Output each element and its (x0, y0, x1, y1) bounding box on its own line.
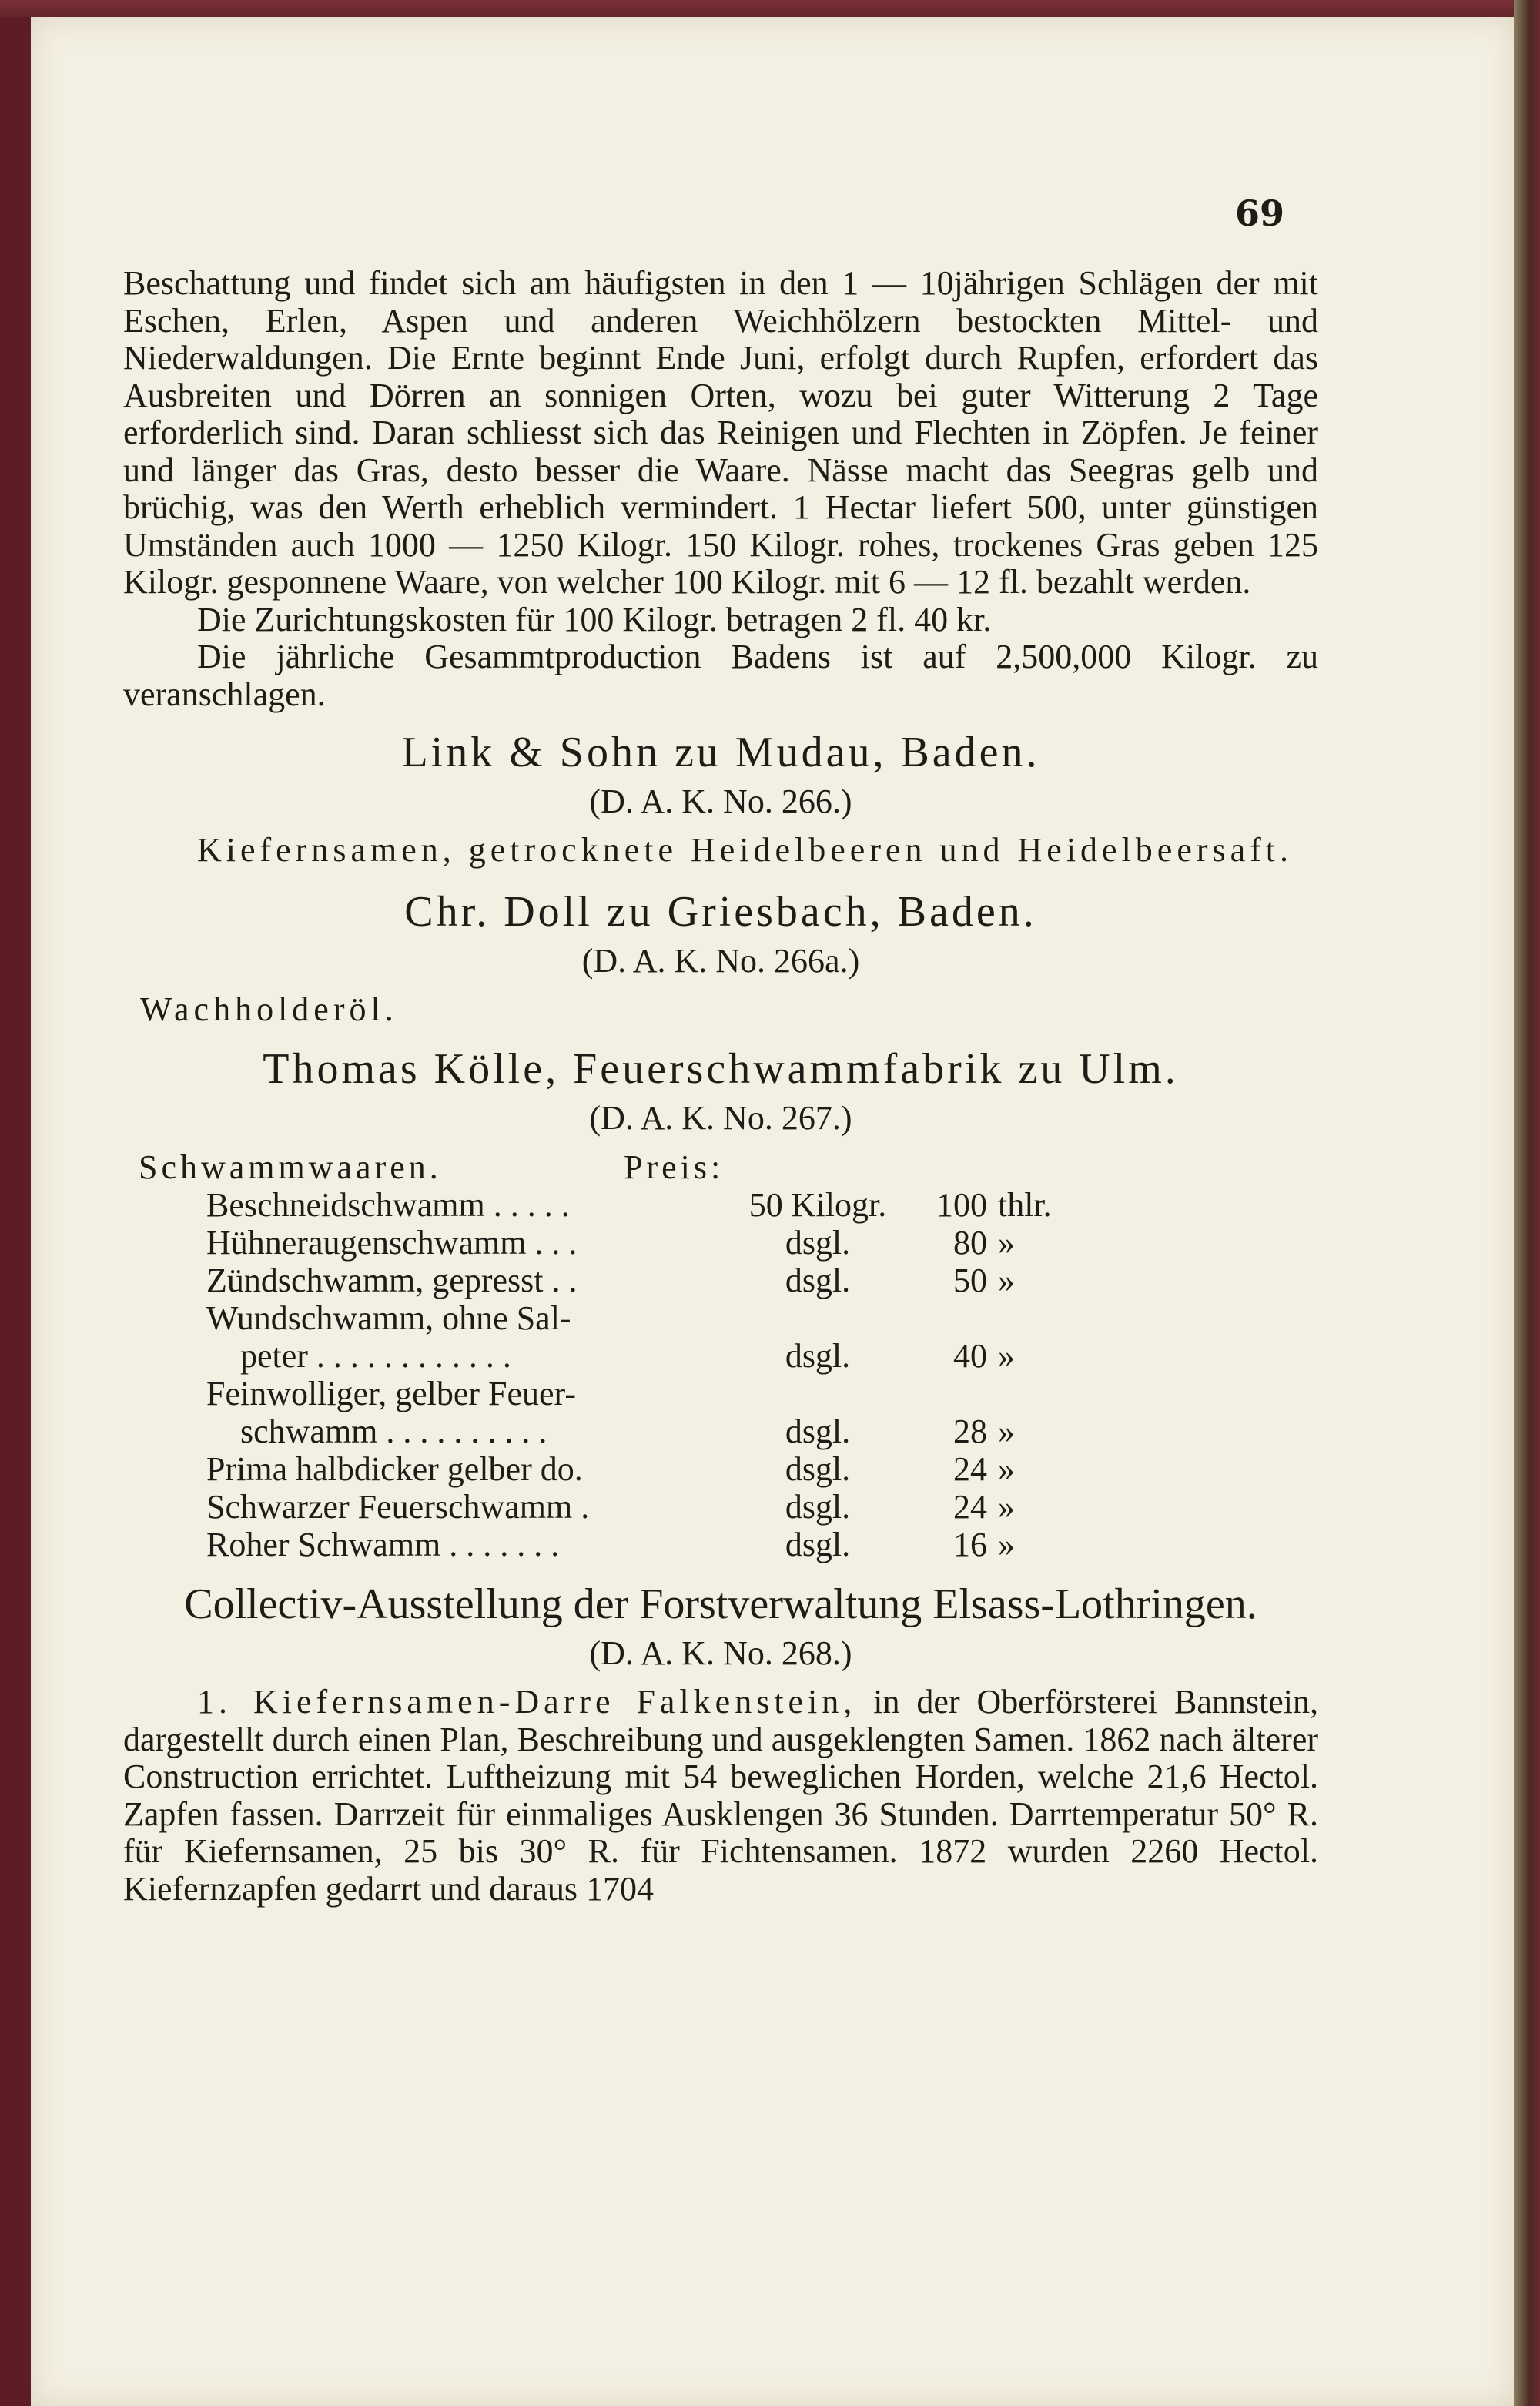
price-unit: dsgl. (785, 1224, 851, 1262)
price-item-name: Beschneidschwamm . . . . . (206, 1186, 570, 1224)
table-row (206, 1337, 1067, 1375)
price-currency: thlr. (998, 1186, 1052, 1224)
table-row (206, 1224, 1067, 1262)
price-item-name: Wundschwamm, ohne Sal- (206, 1299, 571, 1337)
section-ref-266a: (D. A. K. No. 266a.) (581, 941, 860, 980)
price-currency: » (998, 1337, 1015, 1375)
price-value: 28 (953, 1412, 987, 1450)
price-currency: » (998, 1224, 1015, 1262)
price-currency: » (998, 1412, 1015, 1450)
table-row (206, 1186, 1067, 1224)
price-table-label: Schwammwaaren. (139, 1148, 442, 1186)
section-body-elsass (123, 1684, 1318, 1908)
price-item-name: schwamm . . . . . . . . . . (240, 1412, 547, 1450)
price-column-label: Preis: (624, 1148, 725, 1186)
price-unit (725, 1375, 910, 1412)
price-currency (987, 1299, 1067, 1337)
price-item-name: Zündschwamm, gepresst . . (206, 1262, 578, 1299)
section-heading-elsass: Collectiv-Ausstellung der Forstverwaltung Elsass-Lothringen. (184, 1580, 1257, 1628)
section-body-doll: Wachholderöl. (140, 990, 398, 1028)
price-value: 24 (953, 1450, 987, 1488)
price-table-header (139, 1148, 724, 1186)
price-currency: » (998, 1450, 1015, 1488)
price-item-name: Roher Schwamm . . . . . . . (206, 1526, 560, 1563)
price-currency: » (998, 1488, 1015, 1526)
price-unit: dsgl. (785, 1488, 851, 1526)
intro-paragraph-2: Die Zurichtungskosten für 100 Kilogr. betragen 2 fl. 40 kr. (197, 600, 992, 638)
price-value: 80 (953, 1224, 987, 1262)
price-unit: dsgl. (785, 1526, 851, 1563)
table-row (206, 1375, 1067, 1412)
page-content (123, 171, 1318, 1908)
price-unit: dsgl. (785, 1450, 851, 1488)
price-currency: » (998, 1526, 1015, 1563)
table-row (206, 1450, 1067, 1488)
section-ref-266: (D. A. K. No. 266.) (589, 782, 852, 820)
price-unit (725, 1299, 910, 1337)
price-value: 100 (936, 1186, 987, 1224)
intro-paragraph-3: Die jährliche Gesammtproduction Badens ist auf 2,500,000 Kilogr. zu veranschlagen. (123, 638, 1318, 713)
table-row (206, 1412, 1067, 1450)
price-value: 50 (953, 1262, 987, 1299)
table-row (206, 1526, 1067, 1563)
price-table (139, 1148, 724, 1186)
binding-right-edge (1514, 0, 1540, 2406)
page-number: 69 (1234, 193, 1284, 234)
section-heading-koelle: Thomas Kölle, Feuerschwammfabrik zu Ulm. (263, 1045, 1179, 1093)
section-heading-doll: Chr. Doll zu Griesbach, Baden. (404, 887, 1037, 936)
price-currency (987, 1375, 1067, 1412)
table-row (206, 1299, 1067, 1337)
price-value (910, 1299, 987, 1337)
price-unit: dsgl. (785, 1337, 851, 1375)
table-row (206, 1262, 1067, 1299)
price-unit: dsgl. (785, 1262, 851, 1299)
price-unit: dsgl. (785, 1412, 851, 1450)
price-value (910, 1375, 987, 1412)
price-value: 40 (953, 1337, 987, 1375)
table-row (206, 1488, 1067, 1526)
section-heading-link-sohn: Link & Sohn zu Mudau, Baden. (401, 729, 1040, 776)
section-body-link-sohn: Kiefernsamen, getrocknete Heidelbeeren und Heidelbeersaft. (197, 831, 1294, 869)
section-ref-267: (D. A. K. No. 267.) (589, 1099, 852, 1137)
price-item-name: peter . . . . . . . . . . . . (240, 1337, 511, 1375)
book-page (0, 17, 1515, 2406)
price-value: 16 (953, 1526, 987, 1563)
item-lead-darre: 1. Kiefernsamen-Darre Falkenstein, (197, 1683, 857, 1721)
section-ref-268: (D. A. K. No. 268.) (589, 1634, 852, 1672)
price-item-name: Hühneraugenschwamm . . . (206, 1224, 578, 1262)
item-text-darre: in der Oberförsterei Bannstein, dargestellt durch einen Plan, Beschreibung und ausgeklengten Samen. 1862 nach älterer Construction errichtet. Luftheizung mit 54 beweglichen Horden, welche 21,6 Hectol. Zapfen fassen. Darrzeit für einmaliges Ausklengen 36 Stunden. Darrtemperatur 50° R. für Kiefernsamen, 25 bis 30° R. für Fichtensamen. 1872 wurden 2260 Hectol. Kiefernzapfen gedarrt und daraus 1704 (123, 1683, 1318, 1908)
price-table-body (206, 1186, 1067, 1563)
price-unit: 50 Kilogr. (748, 1186, 887, 1224)
intro-paragraph-1: Beschattung und findet sich am häufigsten in den 1 — 10jährigen Schlägen der mit Eschen, Erlen, Aspen und anderen Weichhölzern bestockten Mittel- und Niederwaldungen. Die Ernte beginnt Ende Juni, erfolgt durch Rupfen, erfordert das Ausbreiten und Dörren an sonnigen Orten, wozu bei guter Witterung 2 Tage erforderlich sind. Daran schliesst sich das Reinigen und Flechten in Zöpfen. Je feiner und länger das Gras, desto besser die Waare. Nässe macht das Seegras gelb und brüchig, was den Werth erheblich vermindert. 1 Hectar liefert 500, unter günstigen Umständen auch 1000 — 1250 Kilogr. 150 Kilogr. rohes, trockenes Gras geben 125 Kilogr. gesponnene Waare, von welcher 100 Kilogr. mit 6 — 12 fl. bezahlt werden. (123, 264, 1318, 601)
price-item-name: Feinwolliger, gelber Feuer- (206, 1375, 576, 1412)
price-item-name: Schwarzer Feuerschwamm . (206, 1488, 590, 1526)
price-currency: » (998, 1262, 1015, 1299)
price-item-name: Prima halbdicker gelber do. (206, 1450, 583, 1488)
price-value: 24 (953, 1488, 987, 1526)
